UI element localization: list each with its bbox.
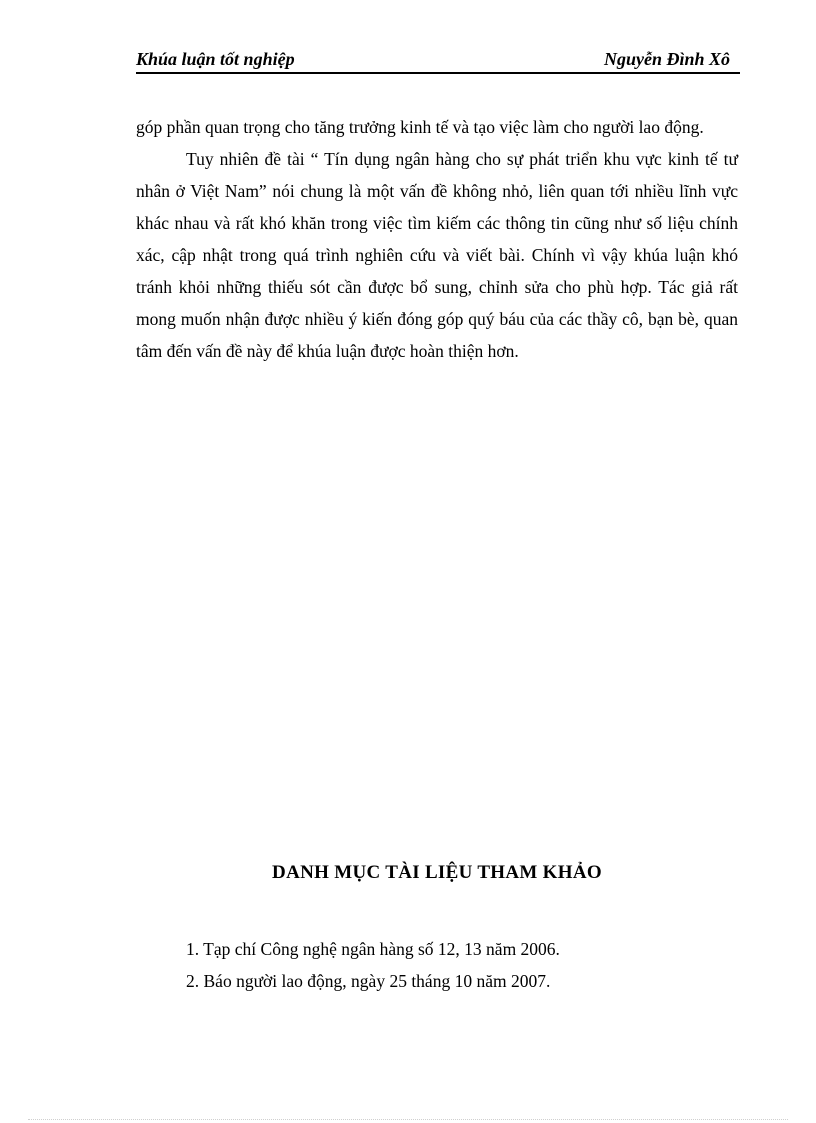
body-text [136,111,738,367]
references-title: DANH MỤC TÀI LIỆU THAM KHẢO [272,862,602,883]
header-author-name: Nguyễn Đình Xô [603,49,730,69]
paragraph-continuation: góp phần quan trọng cho tăng trưởng kinh tế và tạo việc làm cho người lao động. [136,117,704,137]
page-bottom-divider [28,1119,788,1120]
reference-item: 1. Tạp chí Công nghệ ngân hàng số 12, 13 năm 2006. [186,939,560,959]
paragraph-limitations: Tuy nhiên đề tài “ Tín dụng ngân hàng cho sự phát triển khu vực kinh tế tư nhân ở Việt Nam” nói chung là một vấn đề không nhỏ, liên quan tới nhiều lĩnh vực khác nhau và rất khó khăn trong việc tìm kiếm các thông tin cũng như số liệu chính xác, cập nhật trong quá trình nghiên cứu và viết bài. Chính vì vậy khúa luận khó tránh khỏi những thiếu sót cần được bổ sung, chỉnh sửa cho phù hợp. Tác giả rất mong muốn nhận được nhiều ý kiến đóng góp quý báu của các thầy cô, bạn bè, quan tâm đến vấn đề này để khúa luận được hoàn thiện hơn. [136,149,738,361]
reference-item: 2. Báo người lao động, ngày 25 tháng 10 năm 2007. [186,971,551,991]
references-list [186,933,726,997]
page-header [136,48,740,74]
header-thesis-title: Khúa luận tốt nghiệp [136,49,295,69]
